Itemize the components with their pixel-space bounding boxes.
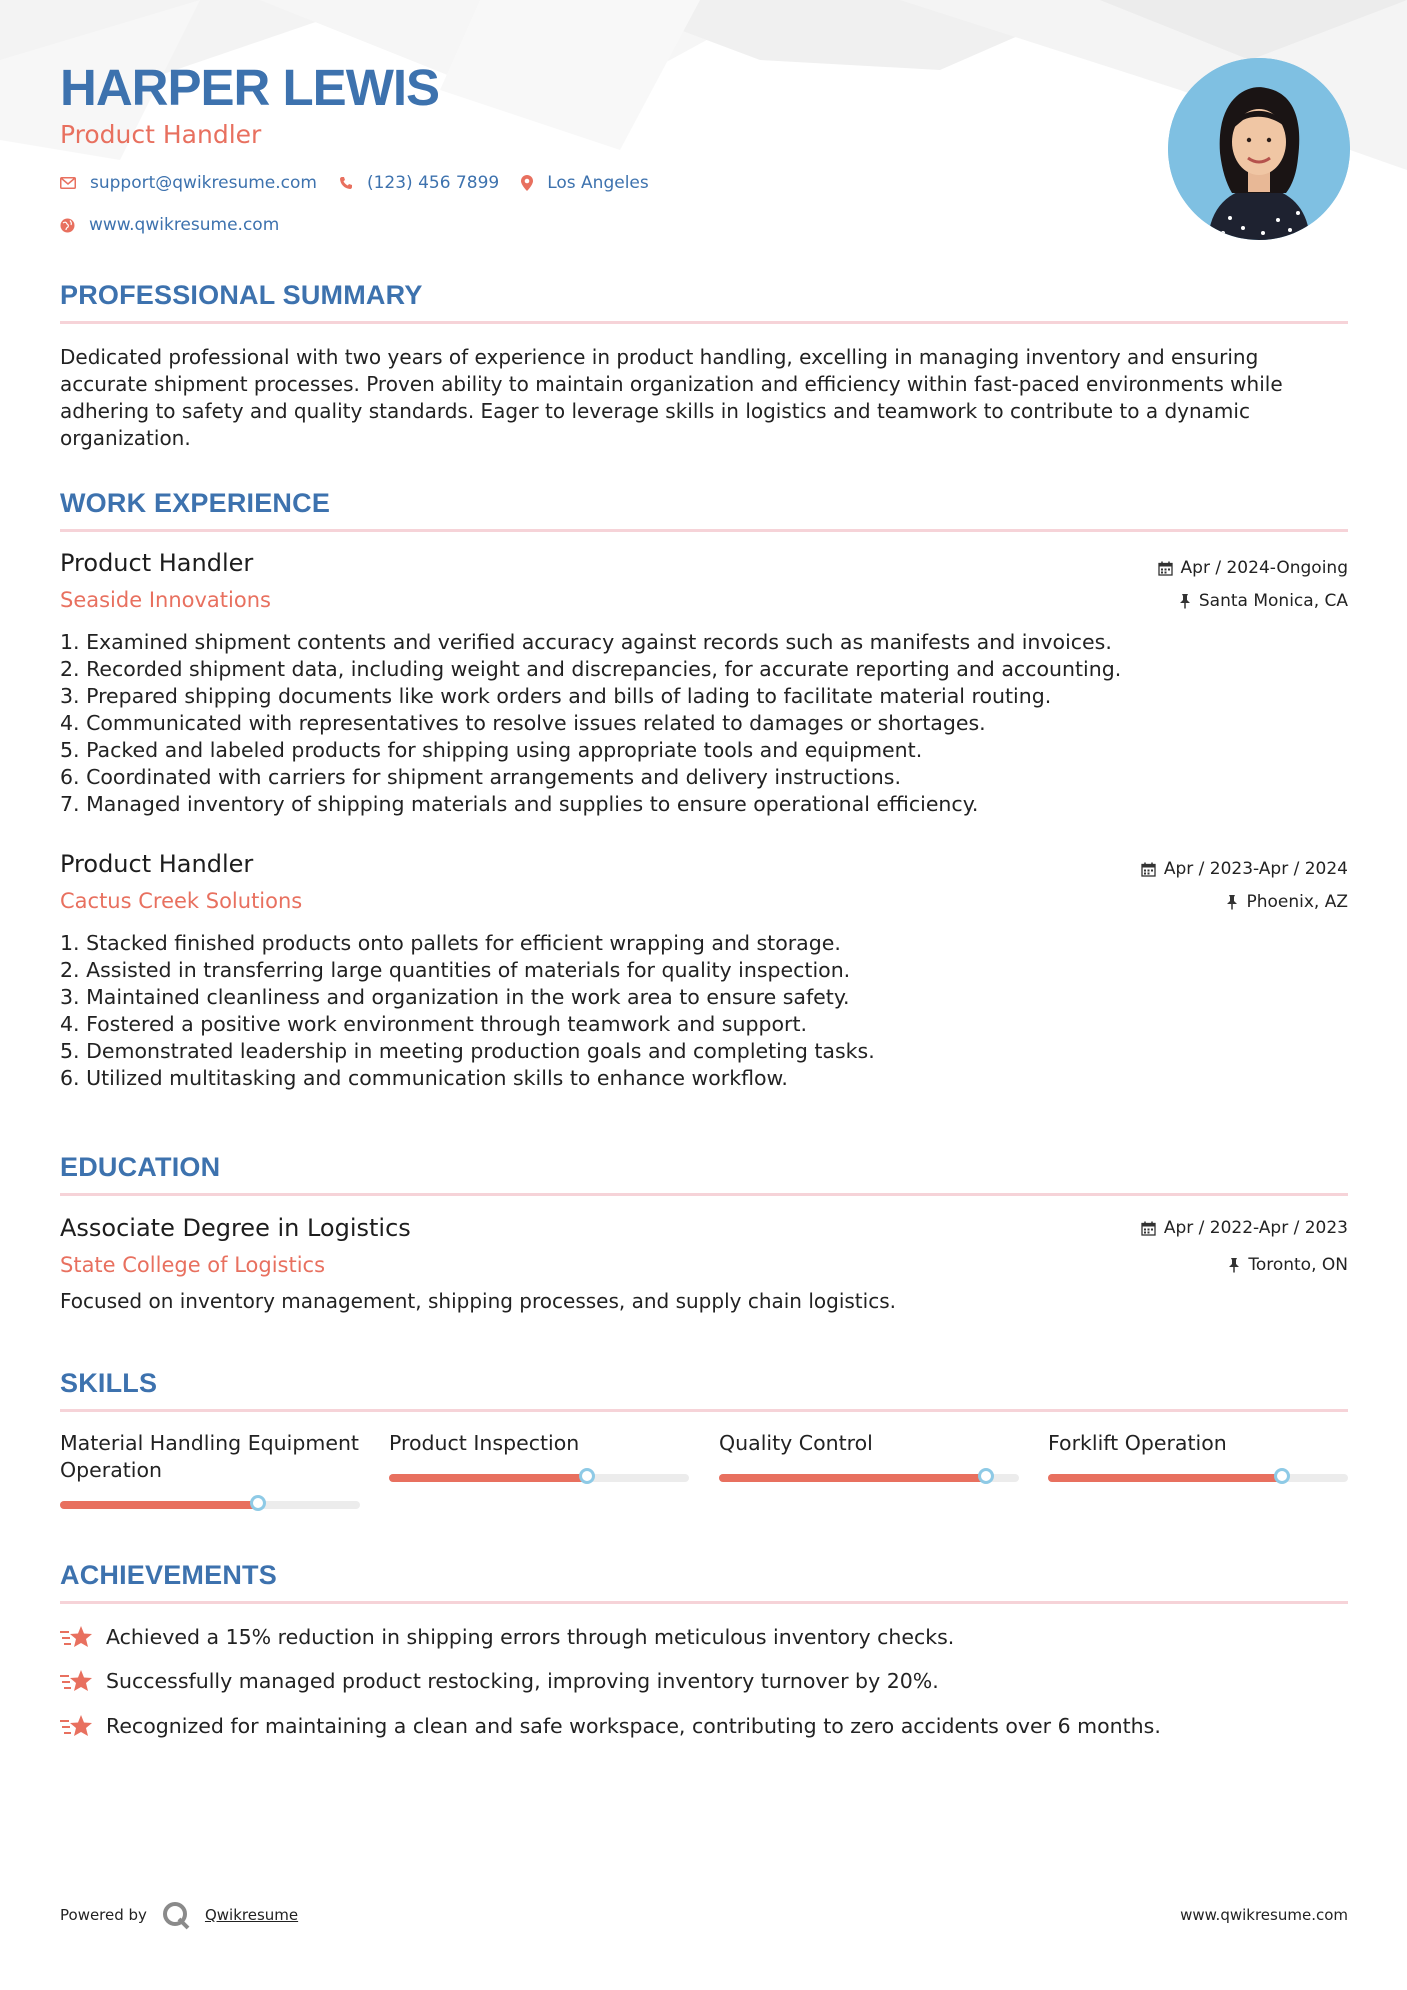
phone-text: (123) 456 7899 (366, 173, 500, 193)
list-item: 3. Prepared shipping documents like work orders and bills of lading to facilitate material routing. (60, 684, 1052, 708)
map-pin-icon (521, 175, 533, 191)
list-item: 4. Fostered a positive work environment through teamwork and support. (60, 1012, 808, 1036)
skill-bar-knob (579, 1468, 595, 1484)
skill-bar-track (60, 1501, 360, 1509)
education-dates-text: Apr / 2022-Apr / 2023 (1163, 1218, 1348, 1238)
skill-name: Product Inspection (389, 1431, 580, 1455)
candidate-role: Product Handler (60, 120, 262, 149)
qwikresume-link[interactable]: Qwikresume (204, 1906, 299, 1924)
section-title-education: EDUCATION (60, 1152, 221, 1182)
job-location-text: Santa Monica, CA (1198, 591, 1348, 611)
job-title: Product Handler (60, 549, 254, 577)
education-dates (1141, 1218, 1348, 1238)
calendar-icon (1141, 862, 1156, 877)
section-title-achievements: ACHIEVEMENTS (60, 1560, 277, 1590)
skill-bar-knob (250, 1495, 266, 1511)
education-location (1228, 1255, 1348, 1275)
job-company: Seaside Innovations (60, 588, 271, 612)
website-text: www.qwikresume.com (89, 215, 280, 235)
pushpin-icon (1228, 1257, 1240, 1273)
star-icon (60, 1713, 94, 1739)
contact-row-primary (60, 173, 671, 193)
phone-icon (339, 176, 353, 190)
list-item: 2. Assisted in transferring large quantities of materials for quality inspection. (60, 958, 851, 982)
calendar-icon (1141, 1221, 1156, 1236)
achievement-text: Recognized for maintaining a clean and safe workspace, contributing to zero accidents over 6 months. (106, 1714, 1161, 1738)
list-item: 5. Packed and labeled products for shipping using appropriate tools and equipment. (60, 738, 923, 762)
skill-bar-track (1048, 1474, 1348, 1482)
job-dates-text: Apr / 2023-Apr / 2024 (1163, 859, 1348, 879)
email-text: support@qwikresume.com (90, 173, 317, 193)
achievement-text: Successfully managed product restocking, improving inventory turnover by 20%. (106, 1669, 939, 1693)
list-item: 4. Communicated with representatives to resolve issues related to damages or shortages. (60, 711, 986, 735)
qwikresume-logo-icon (161, 1900, 191, 1930)
job-location (1226, 892, 1348, 912)
skill-bar-fill (389, 1474, 587, 1482)
star-icon (60, 1668, 94, 1694)
education-degree: Associate Degree in Logistics (60, 1214, 411, 1242)
list-item: 3. Maintained cleanliness and organization in the work area to ensure safety. (60, 985, 850, 1009)
list-item: 1. Examined shipment contents and verified accuracy against records such as manifests and invoices. (60, 630, 1112, 654)
education-school: State College of Logistics (60, 1253, 326, 1277)
section-divider (60, 529, 1348, 532)
skill-name: Quality Control (719, 1431, 873, 1455)
section-divider (60, 1193, 1348, 1196)
contact-location (521, 173, 649, 193)
skill-bar-fill (1048, 1474, 1282, 1482)
section-divider (60, 321, 1348, 324)
star-icon (60, 1624, 94, 1650)
calendar-icon (1158, 561, 1173, 576)
job-duties-list (60, 629, 1121, 818)
skill-bar-track (389, 1474, 689, 1482)
job-location (1179, 591, 1348, 611)
globe-icon (60, 218, 75, 233)
section-title-skills: SKILLS (60, 1368, 158, 1398)
envelope-icon (60, 177, 76, 189)
skill-bar-fill (719, 1474, 986, 1482)
footer-website[interactable]: www.qwikresume.com (1180, 1906, 1348, 1924)
job-company: Cactus Creek Solutions (60, 889, 303, 913)
job-dates (1158, 558, 1348, 578)
skill-bar-track (719, 1474, 1019, 1482)
job-duties-list (60, 930, 875, 1092)
section-title-summary: PROFESSIONAL SUMMARY (60, 280, 423, 310)
skill-bar-knob (1274, 1468, 1290, 1484)
summary-text: Dedicated professional with two years of experience in product handling, excelling in managing inventory and ensuring accurate shipment processes. Proven ability to maintain organization and efficiency within fast-paced environments while adhering to safety and quality standards. Eager to leverage skills in logistics and teamwork to contribute to a dynamic organization. (60, 345, 1283, 450)
contact-row-secondary (60, 215, 301, 235)
candidate-name: HARPER LEWIS (60, 59, 440, 116)
achievement-text: Achieved a 15% reduction in shipping errors through meticulous inventory checks. (106, 1625, 955, 1649)
section-title-experience: WORK EXPERIENCE (60, 488, 331, 518)
footer-powered-by (60, 1900, 298, 1930)
skill-name: Material Handling Equipment Operation (60, 1431, 359, 1482)
contact-email[interactable] (60, 173, 317, 193)
contact-phone[interactable] (339, 173, 499, 193)
pushpin-icon (1226, 894, 1238, 910)
list-item: 7. Managed inventory of shipping materials and supplies to ensure operational efficiency. (60, 792, 979, 816)
job-dates (1141, 859, 1348, 879)
list-item: 5. Demonstrated leadership in meeting production goals and completing tasks. (60, 1039, 875, 1063)
contact-website[interactable] (60, 215, 279, 235)
list-item: 6. Coordinated with carriers for shipment arrangements and delivery instructions. (60, 765, 902, 789)
section-divider (60, 1409, 1348, 1412)
job-title: Product Handler (60, 850, 254, 878)
job-dates-text: Apr / 2024-Ongoing (1180, 558, 1348, 578)
section-divider (60, 1601, 1348, 1604)
education-description: Focused on inventory management, shipping processes, and supply chain logistics. (60, 1289, 896, 1313)
skill-bar-fill (60, 1501, 258, 1509)
location-text: Los Angeles (547, 173, 649, 193)
pushpin-icon (1179, 593, 1191, 609)
achievement-item (60, 1713, 1161, 1739)
achievement-item (60, 1668, 939, 1694)
list-item: 6. Utilized multitasking and communication skills to enhance workflow. (60, 1066, 788, 1090)
skill-bar-knob (978, 1468, 994, 1484)
list-item: 2. Recorded shipment data, including weight and discrepancies, for accurate reporting and accounting. (60, 657, 1122, 681)
achievement-item (60, 1624, 954, 1650)
education-location-text: Toronto, ON (1248, 1255, 1348, 1275)
skill-name: Forklift Operation (1048, 1431, 1227, 1455)
list-item: 1. Stacked finished products onto pallets for efficient wrapping and storage. (60, 931, 841, 955)
job-location-text: Phoenix, AZ (1246, 892, 1348, 912)
powered-by-label: Powered by (60, 1906, 147, 1924)
profile-photo (1168, 58, 1350, 240)
